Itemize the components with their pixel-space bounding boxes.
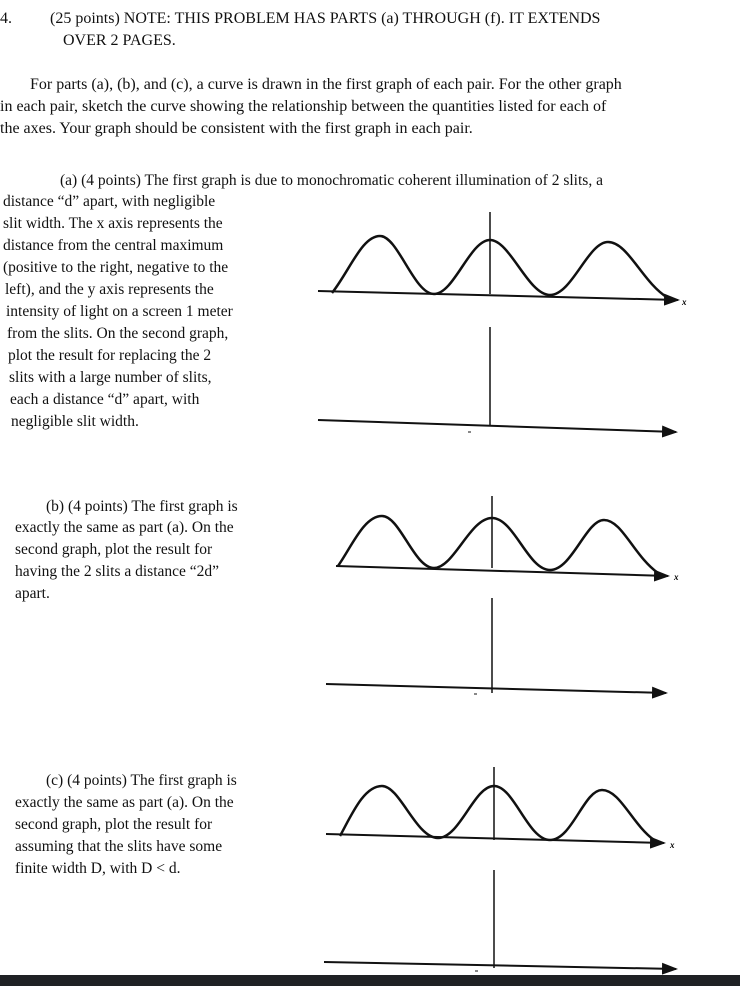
x-axis <box>318 291 678 300</box>
part-c-line: exactly the same as part (a). On the <box>15 794 234 811</box>
intro-line: the axes. Your graph should be consistent with the first graph in each pair. <box>0 120 473 137</box>
part-c-graph-2[interactable] <box>324 870 676 971</box>
part-a-line: negligible slit width. <box>11 413 139 430</box>
problem-header-line1: (25 points) NOTE: THIS PROBLEM HAS PARTS (a) THROUGH (f). IT EXTENDS <box>50 10 601 27</box>
x-axis-label: x <box>682 297 687 307</box>
part-a-line: distance from the central maximum <box>3 237 224 254</box>
part-c-line: (c) (4 points) The first graph is <box>46 772 237 789</box>
x-axis <box>336 566 668 576</box>
part-b-line: exactly the same as part (a). On the <box>15 519 234 536</box>
x-axis-label: x <box>674 572 679 582</box>
part-a-line: each a distance “d” apart, with <box>10 391 200 408</box>
part-a-line: (positive to the right, negative to the <box>3 259 229 276</box>
part-a-graph-2[interactable] <box>318 327 676 432</box>
interference-curve <box>340 786 654 840</box>
part-b-graph-1 <box>336 496 679 582</box>
part-b-graph-2[interactable] <box>326 598 666 694</box>
problem-number: 4. <box>0 10 12 27</box>
part-a-line: from the slits. On the second graph, <box>7 325 229 342</box>
x-axis <box>326 684 666 693</box>
part-a-line: distance “d” apart, with negligible <box>3 193 216 210</box>
x-axis-label: x <box>670 840 675 850</box>
screen-bottom-bar <box>0 975 740 986</box>
part-c-line: finite width D, with D < d. <box>15 860 181 877</box>
part-b-line: having the 2 slits a distance “2d” <box>15 563 220 580</box>
part-a-line: slits with a large number of slits, <box>9 369 212 386</box>
x-axis <box>318 420 676 432</box>
part-b-line: second graph, plot the result for <box>15 541 213 558</box>
part-a-line: slit width. The x axis represents the <box>3 215 223 232</box>
part-c-line: second graph, plot the result for <box>15 816 213 833</box>
part-a-line: left), and the y axis represents the <box>5 281 214 298</box>
problem-header-line2: OVER 2 PAGES. <box>63 32 176 49</box>
intro-line: For parts (a), (b), and (c), a curve is drawn in the first graph of each pair. For the other graph <box>30 76 622 93</box>
part-a-line: intensity of light on a screen 1 meter <box>6 303 233 320</box>
part-a-graph-1 <box>318 212 687 307</box>
x-axis <box>324 962 676 969</box>
part-b-line: (b) (4 points) The first graph is <box>46 498 238 515</box>
interference-curve <box>338 516 658 573</box>
x-axis <box>326 834 664 843</box>
part-c-graph-1 <box>326 767 675 850</box>
intro-line: in each pair, sketch the curve showing the relationship between the quantities listed for each of <box>0 98 607 115</box>
part-b-line: apart. <box>15 585 50 602</box>
part-a-line: (a) (4 points) The first graph is due to monochromatic coherent illumination of 2 slits, a <box>60 172 603 189</box>
part-a-line: plot the result for replacing the 2 <box>8 347 212 364</box>
interference-curve <box>332 236 668 298</box>
part-c-line: assuming that the slits have some <box>15 838 223 855</box>
